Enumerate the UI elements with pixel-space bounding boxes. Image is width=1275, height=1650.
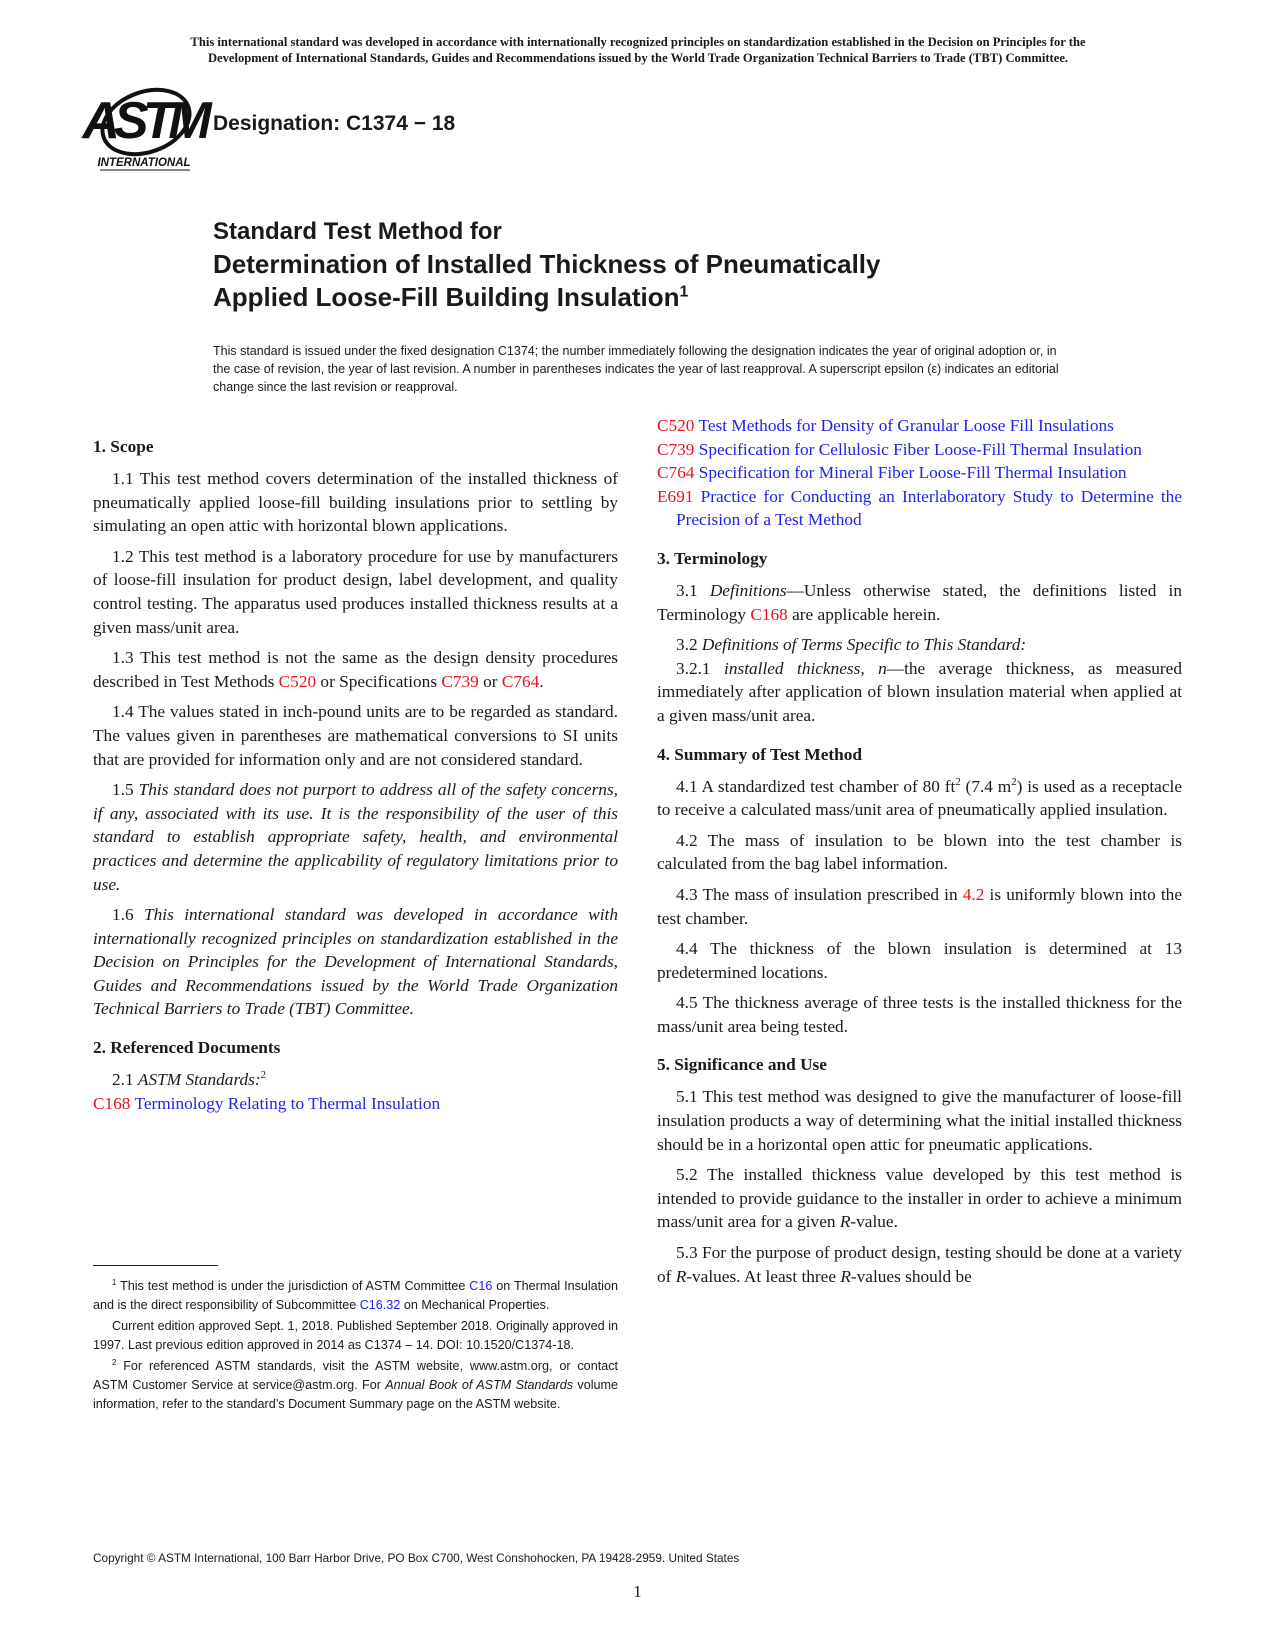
safety-caveat: This standard does not purport to address all of the safety concerns, if any, associated with its use. It is the responsibility of the user of this standard to establish appropriate safety, health, and environmental practices and determine the applicability of regulatory limitations prior to use. (93, 780, 618, 894)
text: are applicable herein. (787, 604, 941, 624)
text: 5.3 For the purpose of product design, testing should be done at a variety of (657, 1243, 1182, 1286)
title-line3 (213, 281, 1113, 314)
link-4-2[interactable]: 4.2 (962, 884, 985, 904)
reference-title[interactable]: Specification for Cellulosic Fiber Loose-Fill Thermal Insulation (698, 439, 1142, 459)
astm-logo (82, 82, 206, 182)
paragraph-4-4: 4.4 The thickness of the blown insulation is determined at 13 predetermined locations. (657, 939, 1182, 982)
text: For referenced ASTM standards, visit the ASTM website, www.astm.org, or contact ASTM Customer Service at service@astm.org. For (93, 1359, 618, 1392)
para-number: 3.2.1 (676, 658, 725, 678)
title-line2: Determination of Installed Thickness of Pneumatically (213, 249, 881, 279)
para-number: 1.5 (112, 780, 139, 800)
text: -values should be (850, 1266, 972, 1286)
title-line3-text: Applied Loose-Fill Building Insulation (213, 282, 680, 312)
reference-title[interactable]: Terminology Relating to Thermal Insulation (134, 1093, 441, 1113)
link-c739[interactable]: C739 (441, 671, 479, 691)
wto-statement: This international standard was developed in accordance with internationally recognized principles on standardization established in the Decision on Principles for the Development of International Standards, Guides and Recommendations issued by the World Trade Organization Technical Barriers to Trade (TBT) Committee. (93, 905, 618, 1019)
top-notice-line1: This international standard was developed in accordance with internationally recognized principles on standardization established in the Decision on Principles for the (190, 35, 1086, 49)
paragraph-4-5: 4.5 The thickness average of three tests is the installed thickness for the mass/unit area being tested. (657, 993, 1182, 1036)
paragraph-5-3 (657, 1241, 1182, 1288)
paragraph-1-4: 1.4 The values stated in inch-pound units are to be regarded as standard. The values given in parentheses are mathematical conversions to SI units that are provided for information only and are not considered standard. (93, 702, 618, 769)
reference-code[interactable]: C520 (657, 416, 695, 435)
text: Annual Book of ASTM Standards (385, 1377, 574, 1392)
reference-code[interactable]: C764 (657, 463, 695, 483)
text: 1.3 This test method is not the same as the design density procedures described in Test Methods (93, 648, 618, 691)
paragraph-1-2: 1.2 This test method is a laboratory procedure for use by manufacturers of loose-fill insulation for product design, label development, and quality control testing. The apparatus used produces installed thickness results at a given mass/unit area. (93, 546, 618, 637)
paragraph-5-1: 5.1 This test method was designed to give the manufacturer of loose-fill insulation products a way of determining what the initial installed thickness should be in a horizontal open attic for pneumatic applications. (657, 1087, 1182, 1154)
text: 4.1 A standardized test chamber of 80 ft (676, 776, 956, 796)
text: volume information, refer to the standard’s Document Summary page on the ASTM website. (93, 1377, 619, 1411)
para-number: 3.1 (676, 580, 710, 600)
para-number: 3.2 (676, 635, 702, 655)
link-c16-32[interactable]: C16.32 (359, 1297, 401, 1312)
text: . (539, 671, 544, 691)
term: Definitions (709, 580, 787, 600)
superscript: 2 (1011, 775, 1017, 788)
text: —the average thickness, as measured immediately after application of blown insulation material when applied at a given mass/unit area. (657, 658, 1182, 725)
top-notice-line2: Development of International Standards, Guides and Recommendations issued by the World Trade Organization Technical Barriers to Trade (TBT) Committee. (207, 51, 1069, 65)
copyright: Copyright © ASTM International, 100 Barr Harbor Drive, PO Box C700, West Conshohocken, PA 19428-2959. United States (93, 1551, 740, 1565)
text: (7.4 m (960, 776, 1012, 796)
text: 5.2 The installed thickness value developed by this test method is intended to provide guidance to the installer in order to achieve a minimum mass/unit area for a given (657, 1165, 1182, 1232)
footnote-mark: 2 (112, 1358, 117, 1368)
link-c764[interactable]: C764 (501, 671, 540, 691)
section-heading-summary: 4. Summary of Test Method (657, 744, 862, 764)
text: is uniformly blown into the test chamber. (657, 884, 1182, 928)
text: or (478, 671, 502, 691)
reference-code[interactable]: C739 (657, 439, 695, 459)
reference-item[interactable] (657, 461, 1182, 485)
section-heading-scope: 1. Scope (93, 437, 154, 456)
text: R (839, 1212, 851, 1232)
top-notice (90, 34, 1186, 66)
footnote-2 (93, 1357, 618, 1413)
paragraph-4-2: 4.2 The mass of insulation to be blown into the test chamber is calculated from the bag label information. (657, 830, 1182, 874)
text: —Unless otherwise stated, the definitions listed in Terminology (657, 580, 1182, 624)
link-c520[interactable]: C520 (278, 671, 317, 691)
text: on Mechanical Properties. (400, 1297, 550, 1312)
text: R (675, 1266, 687, 1286)
reference-item[interactable] (657, 414, 1182, 438)
reference-title[interactable]: Specification for Mineral Fiber Loose-Fill Thermal Insulation (698, 463, 1127, 483)
left-column (93, 438, 618, 1115)
astm-logo-icon (82, 82, 206, 182)
paragraph-1-3 (93, 646, 618, 693)
logo-text: INTERNATIONAL (97, 157, 191, 169)
reference-code[interactable]: C168 (93, 1093, 131, 1113)
text: -values. At least three (686, 1266, 841, 1286)
link-c16[interactable]: C16 (469, 1279, 493, 1293)
section-heading-terminology: 3. Terminology (657, 548, 768, 568)
paragraph-4-1 (657, 775, 1182, 822)
reference-title[interactable]: Practice for Conducting an Interlaboratory Study to Determine the Precision of a Test Method (676, 486, 1182, 530)
superscript: 2 (955, 775, 961, 788)
paragraph-1-1: 1.1 This test method covers determination of the installed thickness of pneumatically applied loose-fill building insulations prior to settling by simulating an open attic with horizontal blown applications. (93, 469, 618, 536)
title-line1: Standard Test Method for (213, 218, 502, 245)
paragraph-1-6 (93, 903, 618, 1021)
text: 4.3 The mass of insulation prescribed in (676, 884, 963, 904)
para-number: 2.1 (112, 1070, 138, 1090)
footnote-mark-2[interactable]: 2 (260, 1069, 267, 1082)
issuance-statement: This standard is issued under the fixed designation C1374; the number immediately following the designation indicates the year of original adoption or, in the case of revision, the year of last revision. A number in parentheses indicates the year of last reapproval. A superscript epsilon (ε) indicates an editorial change since the last revision or reapproval. (213, 344, 1059, 394)
paragraph-5-2 (657, 1163, 1182, 1234)
reference-item[interactable] (657, 438, 1182, 462)
link-c168[interactable]: C168 (750, 604, 788, 624)
text: on Thermal Insulation and is the direct responsibility of Subcommittee (93, 1279, 618, 1312)
paragraph-3-1 (657, 579, 1182, 626)
paragraph-2-1 (93, 1068, 618, 1092)
title-footnote-mark[interactable]: 1 (679, 283, 689, 301)
astm-standards-label: ASTM Standards: (137, 1070, 261, 1090)
paragraph-1-5 (93, 778, 618, 896)
text: ) is used as a receptacle to receive a calculated mass/unit area of pneumatically applied insulation. (657, 776, 1182, 820)
text: R (840, 1266, 851, 1286)
text: or Specifications (316, 671, 442, 691)
paragraph-3-2 (657, 633, 1182, 657)
reference-item[interactable] (657, 485, 1182, 532)
page-number: 1 (633, 1582, 642, 1601)
footnotes (93, 1277, 618, 1416)
reference-title[interactable]: Test Methods for Density of Granular Loose Fill Insulations (698, 416, 1114, 435)
section-heading-significance: 5. Significance and Use (657, 1055, 827, 1075)
para-number: 1.6 (112, 905, 145, 925)
section-heading-referenced-documents: 2. Referenced Documents (93, 1038, 281, 1058)
designation: Designation: C1374 − 18 (213, 112, 456, 135)
logo-letters: ASTM (82, 92, 206, 150)
footnote-1 (93, 1277, 618, 1314)
paragraph-3-2-1 (657, 657, 1182, 728)
text: Definitions of Terms Specific to This Standard: (701, 635, 1027, 655)
text: -value. (850, 1212, 898, 1232)
footnote-edition: Current edition approved Sept. 1, 2018. Published September 2018. Originally approved in 1997. Last previous edition approved in 2014 as C1374 – 14. DOI: 10.1520/C1374-18. (93, 1319, 618, 1352)
term: installed thickness, n (724, 658, 887, 678)
document-title (213, 216, 1113, 314)
text: This test method is under the jurisdiction of ASTM Committee (116, 1279, 470, 1293)
right-column (657, 414, 1182, 1295)
footnote-divider (93, 1265, 218, 1266)
reference-item[interactable] (93, 1092, 618, 1116)
paragraph-4-3 (657, 883, 1182, 930)
footnote-mark: 1 (112, 1277, 117, 1287)
reference-code[interactable]: E691 (657, 486, 694, 506)
